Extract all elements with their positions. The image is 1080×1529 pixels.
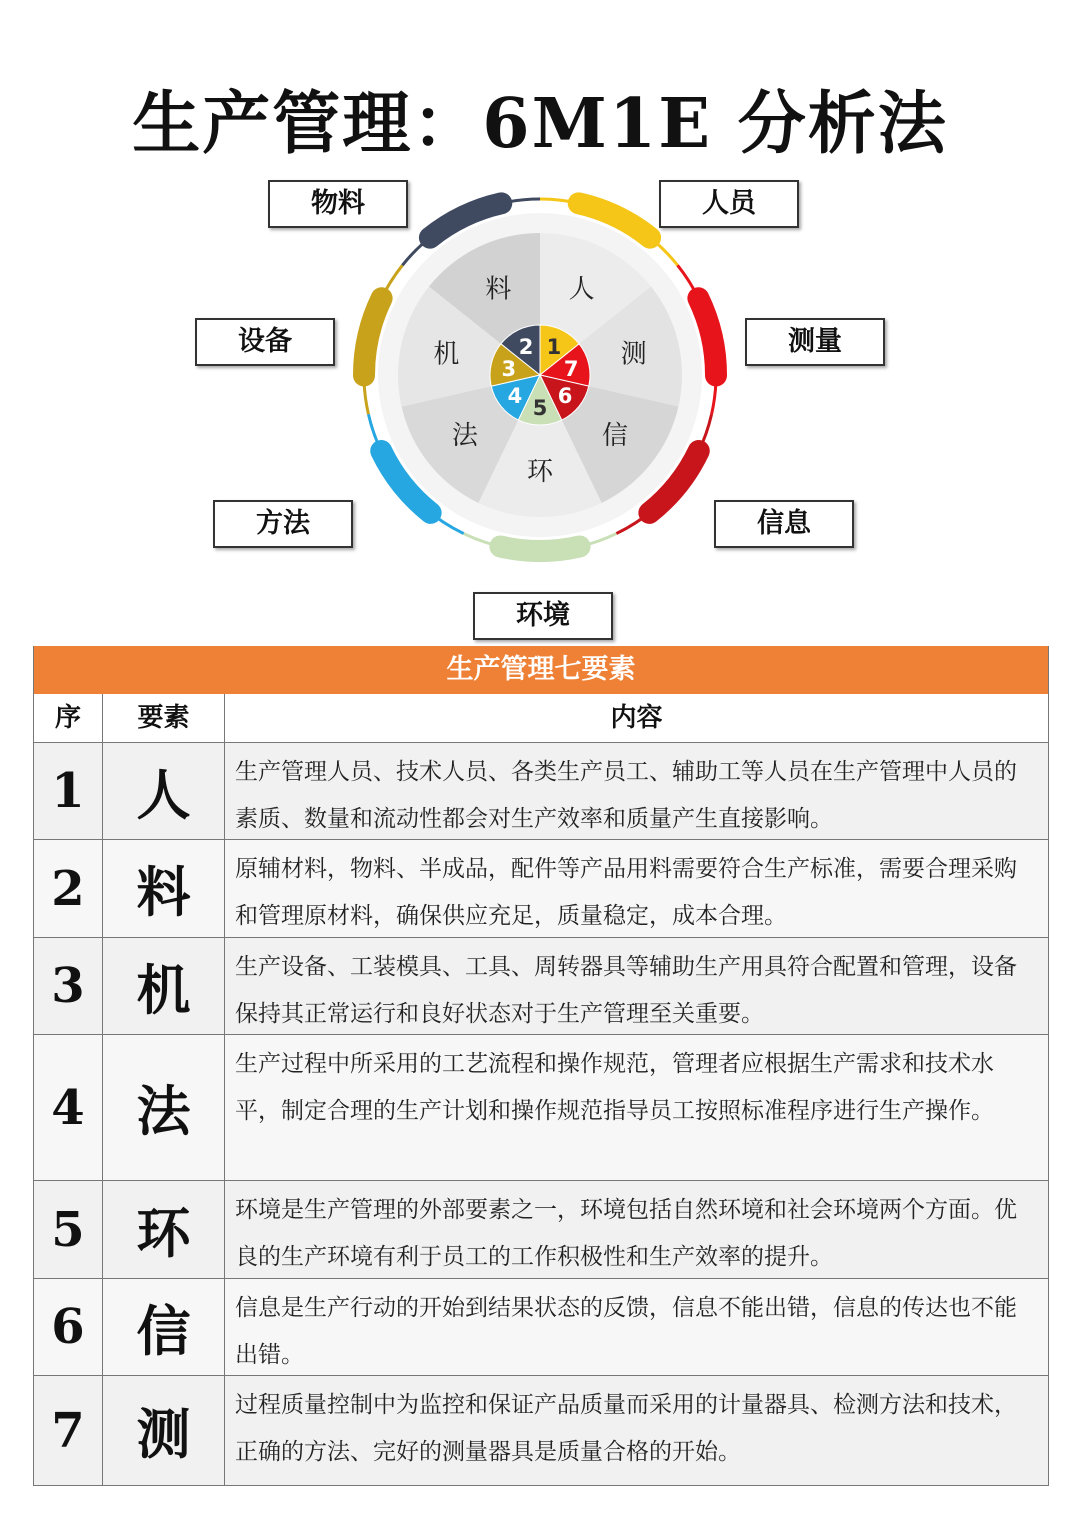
sector-label-material: 料 <box>485 274 512 305</box>
label-people: 人员 <box>659 180 799 228</box>
seven-elements-table <box>33 646 1049 1486</box>
sector-label-method: 法 <box>451 420 478 451</box>
row-number: 5 <box>34 1181 103 1278</box>
column-header-element: 要素 <box>103 694 225 742</box>
column-header-content: 内容 <box>610 703 663 733</box>
row-number: 2 <box>34 840 103 937</box>
row-element: 人 <box>103 743 225 839</box>
row-content: 生产管理人员、技术人员、各类生产员工、辅助工等人员在生产管理中人员的素质、数量和流动性都会对生产效率和质量产生直接影响。 <box>235 759 1017 832</box>
table-row <box>34 938 1048 1035</box>
table-row <box>34 1035 1048 1181</box>
center-number-people: 1 <box>546 335 562 360</box>
row-element: 法 <box>103 1035 225 1180</box>
table-column-headers <box>34 694 1048 743</box>
row-number: 6 <box>34 1279 103 1375</box>
sector-label-information: 信 <box>602 420 629 451</box>
center-number-equipment: 3 <box>501 356 517 381</box>
label-information: 信息 <box>714 500 854 548</box>
table-body <box>34 743 1048 1486</box>
row-element: 测 <box>103 1376 225 1485</box>
label-environment: 环境 <box>473 592 613 640</box>
row-content: 信息是生产行动的开始到结果状态的反馈，信息不能出错，信息的传达也不能出错。 <box>235 1295 1017 1368</box>
center-number-information: 6 <box>557 383 573 408</box>
row-number: 7 <box>34 1376 103 1485</box>
row-element: 机 <box>103 938 225 1034</box>
page-title: 生产管理：6M1E 分析法 <box>132 84 948 164</box>
table-row <box>34 1279 1048 1376</box>
sector-label-environment: 环 <box>526 457 554 487</box>
6m1e-wheel-diagram <box>340 190 740 590</box>
label-material: 物料 <box>268 180 408 228</box>
table-row <box>34 840 1048 938</box>
row-number: 1 <box>34 743 103 839</box>
row-element: 料 <box>103 840 225 937</box>
table-row <box>34 743 1048 840</box>
table-row <box>34 1181 1048 1279</box>
table-row <box>34 1376 1048 1486</box>
label-method: 方法 <box>213 500 353 548</box>
column-header-index: 序 <box>34 694 103 742</box>
row-number: 4 <box>34 1035 103 1180</box>
center-number-method: 4 <box>507 383 523 408</box>
row-content: 原辅材料，物料、半成品，配件等产品用料需要符合生产标准，需要合理采购和管理原材料，确保供应充足，质量稳定，成本合理。 <box>235 856 1017 929</box>
row-element: 环 <box>103 1181 225 1278</box>
label-equipment: 设备 <box>195 318 335 366</box>
row-element: 信 <box>103 1279 225 1375</box>
sector-label-people: 人 <box>568 274 595 305</box>
sector-label-measurement: 测 <box>620 339 647 370</box>
label-measurement: 测量 <box>745 318 885 366</box>
row-content: 环境是生产管理的外部要素之一，环境包括自然环境和社会环境两个方面。优良的生产环境有利于员工的工作积极性和生产效率的提升。 <box>235 1197 1017 1270</box>
center-number-measurement: 7 <box>563 356 579 381</box>
row-content: 过程质量控制中为监控和保证产品质量而采用的计量器具、检测方法和技术，正确的方法、完好的测量器具是质量合格的开始。 <box>235 1392 1017 1465</box>
center-number-environment: 5 <box>532 396 548 420</box>
outer-pill-environment <box>500 546 579 551</box>
row-content: 生产设备、工装模具、工具、周转器具等辅助生产用具符合配置和管理，设备保持其正常运行和良好状态对于生产管理至关重要。 <box>235 954 1017 1027</box>
row-content: 生产过程中所采用的工艺流程和操作规范，管理者应根据生产需求和技术水平，制定合理的生产计划和操作规范指导员工按照标准程序进行生产操作。 <box>235 1051 994 1124</box>
center-number-material: 2 <box>518 335 534 360</box>
row-number: 3 <box>34 938 103 1034</box>
sector-label-equipment: 机 <box>433 339 460 370</box>
table-title: 生产管理七要素 <box>34 646 1048 694</box>
